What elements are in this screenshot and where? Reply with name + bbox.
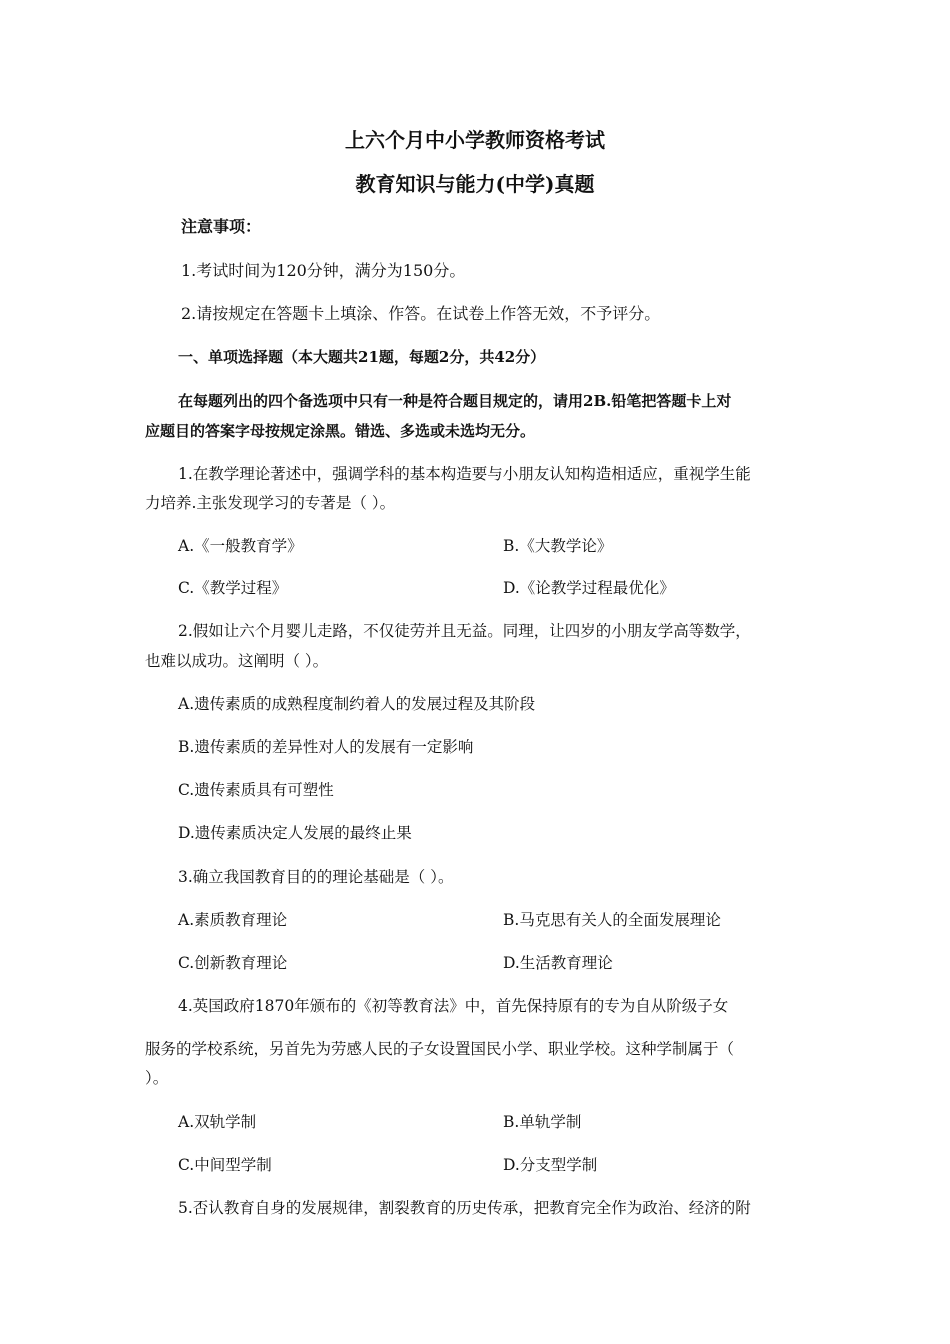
question-1-option-a: A.《一般教育学》	[178, 537, 303, 555]
question-4-stem-line-3: ）。	[145, 1069, 169, 1087]
question-3-option-a: A.素质教育理论	[178, 911, 288, 929]
question-5-stem-line-1: 5.否认教育自身的发展规律，割裂教育的历史传承，把教育完全作为政治、经济的附	[178, 1199, 751, 1217]
question-3-option-c: C.创新教育理论	[178, 954, 288, 972]
question-2-stem-line-1: 2.假如让六个月婴儿走路，不仅徒劳并且无益。同理，让四岁的小朋友学高等数学，	[178, 622, 751, 640]
section-instruction-line-1: 在每题列出的四个备选项中只有一种是符合题目规定的，请用2B.铅笔把答题卡上对	[178, 392, 732, 410]
question-2-option-a: A.遗传素质的成熟程度制约着人的发展过程及其阶段	[178, 695, 536, 713]
question-1-option-b: B.《大教学论》	[503, 537, 613, 555]
question-4-option-c: C.中间型学制	[178, 1156, 272, 1174]
question-4-option-a: A.双轨学制	[178, 1113, 257, 1131]
question-4-option-d: D.分支型学制	[503, 1156, 598, 1174]
question-2-option-c: C.遗传素质具有可塑性	[178, 781, 334, 799]
question-1-stem-line-1: 1.在教学理论著述中，强调学科的基本构造要与小朋友认知构造相适应，重视学生能	[178, 465, 751, 483]
page-title: 上六个月中小学教师资格考试	[345, 128, 605, 152]
question-2-stem-line-2: 也难以成功。这阐明（ ）。	[145, 652, 329, 670]
section-heading: 一、单项选择题（本大题共21题，每题2分，共42分）	[178, 348, 546, 366]
question-3-stem-line-1: 3.确立我国教育目的的理论基础是（ ）。	[178, 868, 454, 886]
question-4-stem-line-2: 服务的学校系统，另首先为劳感人民的子女设置国民小学、职业学校。这种学制属于（	[145, 1040, 735, 1058]
notice-heading: 注意事项：	[181, 217, 262, 236]
question-2-option-b: B.遗传素质的差异性对人的发展有一定影响	[178, 738, 474, 756]
question-3-option-d: D.生活教育理论	[503, 954, 613, 972]
page-subtitle: 教育知识与能力(中学)真题	[355, 172, 595, 196]
question-4-option-b: B.单轨学制	[503, 1113, 582, 1131]
question-1-option-c: C.《教学过程》	[178, 579, 288, 597]
notice-item-2: 2.请按规定在答题卡上填涂、作答。在试卷上作答无效，不予评分。	[181, 304, 661, 323]
notice-item-1: 1.考试时间为120分钟，满分为150分。	[181, 261, 466, 280]
question-1-option-d: D.《论教学过程最优化》	[503, 579, 675, 597]
question-4-stem-line-1: 4.英国政府1870年颁布的《初等教育法》中，首先保持原有的专为自从阶级子女	[178, 997, 729, 1015]
question-1-stem-line-2: 力培养.主张发现学习的专著是（ ）。	[145, 494, 396, 512]
section-instruction-line-2: 应题目的答案字母按规定涂黑。错选、多选或未选均无分。	[145, 422, 536, 440]
question-3-option-b: B.马克思有关人的全面发展理论	[503, 911, 721, 929]
question-2-option-d: D.遗传素质决定人发展的最终止果	[178, 824, 412, 842]
